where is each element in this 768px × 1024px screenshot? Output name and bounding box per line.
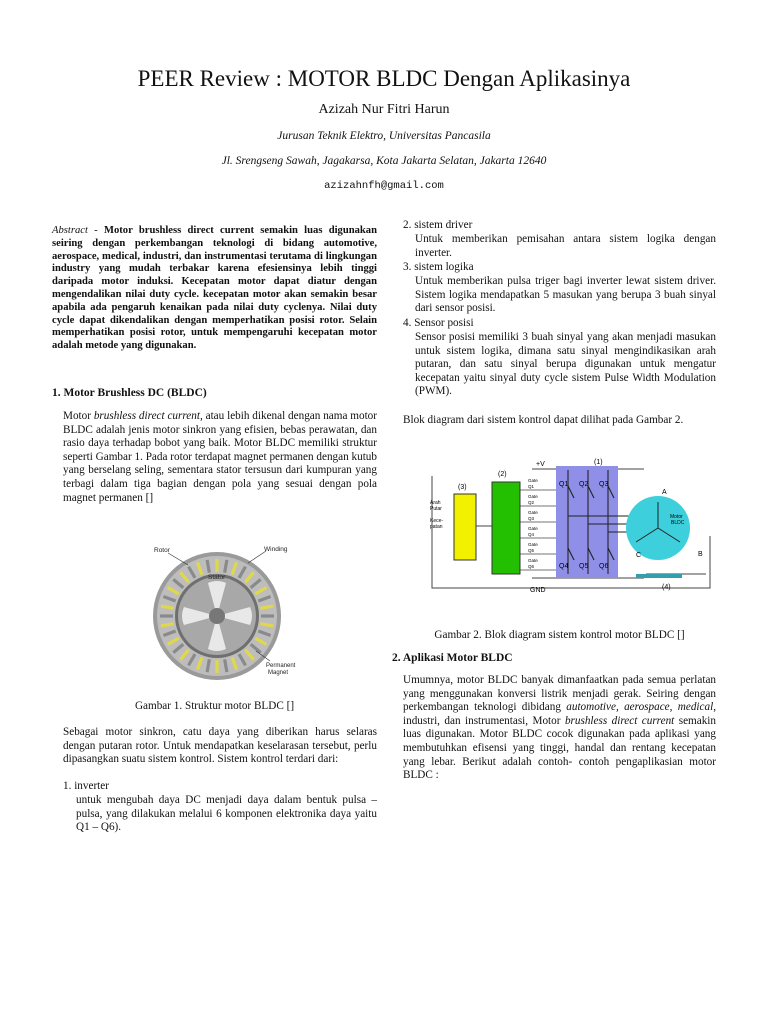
transistor-label: Q1 — [559, 481, 569, 488]
winding-tooth — [225, 659, 227, 672]
abstract-lead: Abstract — [52, 225, 88, 236]
gate-label: Gate — [528, 558, 538, 563]
list-desc-sensor: Sensor posisi memiliki 3 buah sinyal yang akan menjadi masukan untuk sistem logika, dimana satu sinyal mengindikasikan arah putaran, dan satu sinyal berupa digunakan untuk mengatur kecepatan yaitu sinyal duty cycle sistem Pulse Width Modulation (PWM). — [415, 331, 716, 398]
label-patan: patan — [430, 524, 443, 530]
label-4: (4) — [662, 584, 671, 591]
para1-text-a: Motor — [63, 410, 94, 422]
sec2-text-a: Umumnya, motor BLDC banyak dimanfaatkan pada semua perlatan yang menggunakan konversi listrik menjadi gerak. Seiring dengan perkembangan teknologi dibidang — [403, 674, 716, 714]
winding-tooth — [161, 624, 174, 626]
figure2-caption: Gambar 2. Blok diagram sistem kontrol motor BLDC [] — [434, 629, 685, 641]
gate-label: Q2 — [528, 500, 535, 505]
label-1: (1) — [594, 459, 603, 466]
block-diagram-intro: Blok diagram dari sistem kontrol dapat dilihat pada Gambar 2. — [403, 414, 684, 426]
label-gnd: GND — [530, 587, 546, 594]
paper-title: PEER Review : MOTOR BLDC Dengan Aplikasinya — [137, 66, 631, 91]
label-2: (2) — [498, 471, 507, 478]
phase-a: A — [662, 489, 667, 496]
sec2-text-c: , industri, dan instrumentasi, Motor — [403, 701, 716, 727]
transistor-label: Q2 — [579, 481, 589, 488]
label-vplus: +V — [536, 461, 545, 468]
section2-paragraph — [403, 674, 716, 783]
gate-labels — [520, 478, 556, 570]
list-desc-inverter: untuk mengubah daya DC menjadi daya dalam bentuk pulsa – pulsa, yang dilakukan melalui 6 komponen elektronika daya yaitu Q1 – Q6). — [76, 794, 377, 834]
winding-tooth — [207, 560, 209, 573]
phase-c: C — [636, 552, 642, 559]
rotor-label: Rotor — [154, 547, 170, 554]
sec2-text-e: semakin luas digunakan. Motor BLDC cocok digunakan pada aplikasi yang membutuhkan efisensi yang tinggi, handal dan rentang kecepatan yang lebar. Berikut adalah contoh- contoh pengaplikasian motor BLDC : — [403, 714, 716, 782]
email: azizahnfh@gmail.com — [324, 180, 444, 192]
magnet-label-line1: Permanent — [266, 663, 296, 669]
stator-label: Stator — [208, 574, 226, 581]
affiliation: Jurusan Teknik Elektro, Universitas Pancasila — [277, 130, 491, 142]
section2-heading: 2. Aplikasi Motor BLDC — [392, 652, 513, 664]
gate-label: Gate — [528, 494, 538, 499]
label-arah: Arah — [430, 500, 441, 506]
list-item-driver: 2. sistem driver — [403, 219, 473, 231]
gate-label: Q6 — [528, 564, 535, 569]
abstract — [52, 225, 377, 353]
figure2-block-diagram — [418, 456, 718, 604]
figure1-motor-structure — [148, 543, 302, 688]
phase-b: B — [698, 551, 703, 558]
list-item-logic: 3. sistem logika — [403, 261, 474, 273]
shaft — [209, 608, 225, 624]
label-3: (3) — [458, 484, 467, 491]
list-item-sensor: 4. Sensor posisi — [403, 317, 474, 329]
winding-tooth — [225, 560, 227, 573]
para1-text-c: atau lebih dikenal dengan nama motor BLDC adalah jenis motor sinkron yang efisien, bebas perawatan, dan rasio daya terhadap bobot yang baik. Motor BLDC memiliki struktur seperti Gambar 1. Pada rotor terdapat magnet permanen dengan kutub yang berselang seling, sementara stator tersusun dari kumpuran yang terbagi dalam tiga bagian dengan pola yang sesuai dengan pola magnet permanen [] — [63, 410, 377, 504]
list-desc-logic: Untuk memberikan pulsa triger bagi inverter lewat sistem driver. Sistem logika mendapatkan 5 masukan yang berupa 3 buah sinyal dari sensor posisi. — [415, 275, 716, 315]
gate-label: Gate — [528, 542, 538, 547]
gate-label: Q1 — [528, 484, 535, 489]
address: Jl. Srengseng Sawah, Jagakarsa, Kota Jakarta Selatan, Jakarta 12640 — [221, 155, 547, 167]
transistor-label: Q5 — [579, 563, 589, 570]
gate-label: Q4 — [528, 532, 535, 537]
winding-label: Winding — [264, 546, 288, 553]
list-item-inverter: 1. inverter — [63, 780, 109, 792]
gate-label: Gate — [528, 526, 538, 531]
list-desc-driver: Untuk memberikan pemisahan antara sistem logika dengan inverter. — [415, 233, 716, 259]
transistor-label: Q3 — [599, 481, 609, 488]
label-putar: Putar — [430, 506, 442, 512]
driver-block — [492, 482, 520, 574]
logic-block — [454, 494, 476, 560]
gate-label: Gate — [528, 478, 538, 483]
position-sensor — [636, 574, 682, 578]
label-kece: Kece- — [430, 518, 444, 524]
author-name: Azizah Nur Fitri Harun — [318, 102, 450, 117]
section1-paragraph1 — [63, 410, 377, 505]
gate-label: Gate — [528, 510, 538, 515]
winding-tooth — [260, 624, 273, 626]
figure1-caption: Gambar 1. Struktur motor BLDC [] — [134, 700, 295, 712]
sec2-text-b: automotive, aerospace, medical — [566, 701, 714, 714]
magnet-label-line2: Magnet — [268, 670, 289, 676]
section1-heading: 1. Motor Brushless DC (BLDC) — [52, 387, 207, 399]
abstract-dash: - — [87, 225, 104, 236]
motor-label-2: BLDC — [671, 520, 685, 526]
winding-tooth — [207, 659, 209, 672]
abstract-text: Motor brushless direct current semakin luas digunakan seiring dengan perkembangan teknologi di bidang automotive, aerospace, medical, industri, dan instrumentasi terutama di lingkungan industry yang mudah terbakar karena efesiensinya lebih tinggi daripada motor induksi. Kecepatan motor dapat diatur dengan mengendalikan nilai duty cycle. kecepatan motor akan semakin besar apabila ada pengaruh kenaikan pada nilai duty cyclenya. Nilai duty cycle dapat dikendalikan dengan memperhatikan posisi rotor. Selain memperhatikan posisi rotor, untuk mempengaruhi kecepatan motor adalah metode yang digunakan. — [52, 225, 377, 352]
gate-label: Q5 — [528, 548, 535, 553]
section1-paragraph2: Sebagai motor sinkron, catu daya yang diberikan harus selaras dengan putaran rotor. Untuk mendapatkan keselarasan tersebut, perlu dipasangkan suatu sistem kontrol. Sistem kontrol terdari dari: — [63, 726, 377, 766]
motor-label-1: Motor — [670, 514, 683, 520]
gate-label: Q3 — [528, 516, 535, 521]
transistor-label: Q6 — [599, 563, 609, 570]
winding-tooth — [161, 606, 174, 608]
transistor-label: Q4 — [559, 563, 569, 570]
winding-tooth — [260, 606, 273, 608]
sec2-text-d: brushless direct current — [564, 714, 675, 727]
para1-text-b: brushless direct current, — [93, 410, 203, 422]
